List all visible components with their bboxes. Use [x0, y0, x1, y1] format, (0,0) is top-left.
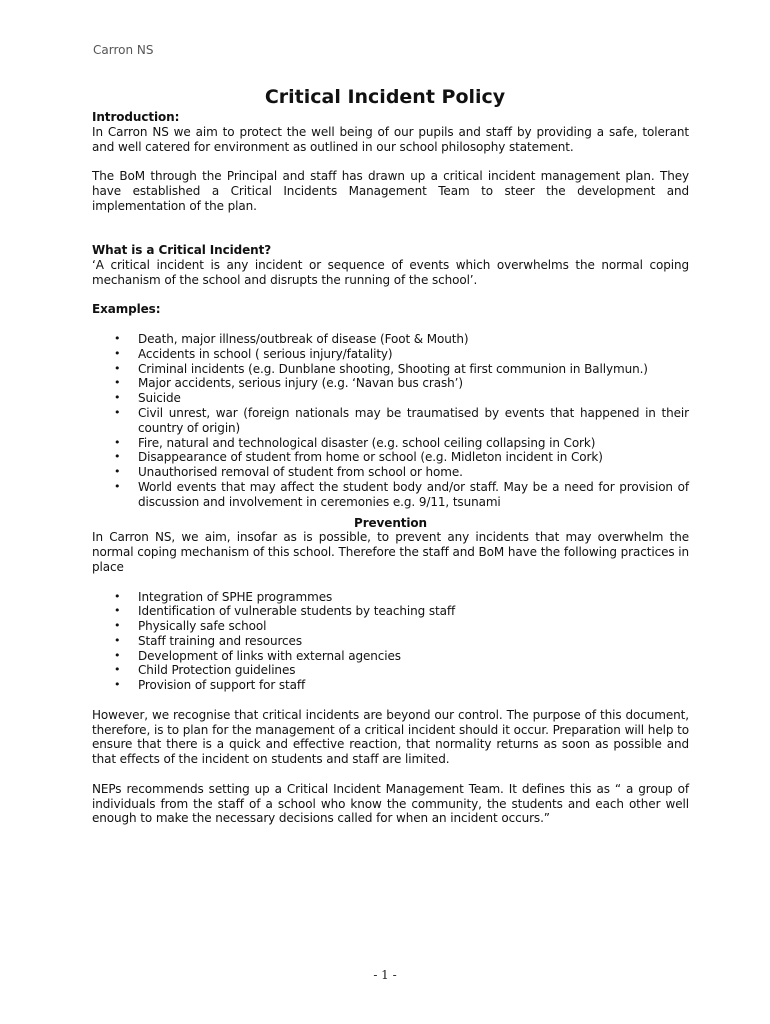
list-item: • Civil unrest, war (foreign nationals may be traumatised by events that happened in their country of origin) [92, 406, 689, 436]
list-item: • World events that may affect the student body and/or staff. May be a need for provision of discussion and involvement in ceremonies e.g. 9/11, tsunami [92, 480, 689, 510]
prevention-paragraph-3: NEPs recommends setting up a Critical Incident Management Team. It defines this as “ a group of individuals from the staff of a school who know the community, the students and each other well enough to make the necessary decisions called for when an incident occurs.” [92, 781, 689, 826]
page-title: Critical Incident Policy [264, 86, 506, 108]
list-item: • Development of links with external agencies [92, 649, 689, 664]
examples-list [92, 332, 689, 510]
intro-heading: Introduction: [92, 110, 180, 124]
page-header: Carron NS [93, 43, 154, 57]
list-item: • Unauthorised removal of student from school or home. [92, 465, 689, 480]
list-item: • Identification of vulnerable students by teaching staff [92, 604, 689, 619]
list-item: • Major accidents, serious injury (e.g. ‘Navan bus crash’) [92, 376, 689, 391]
page-number: - 1 - [373, 968, 397, 982]
prevention-list [92, 590, 689, 694]
what-paragraph: ‘A critical incident is any incident or sequence of events which overwhelms the normal coping mechanism of the school and disrupts the running of the school’. [92, 257, 689, 287]
examples-heading: Examples: [92, 302, 161, 317]
list-item: • Fire, natural and technological disaster (e.g. school ceiling collapsing in Cork) [92, 436, 689, 451]
list-item: • Staff training and resources [92, 634, 689, 649]
document-body [92, 110, 689, 826]
list-item: • Physically safe school [92, 619, 689, 634]
list-item: • Criminal incidents (e.g. Dunblane shooting, Shooting at first communion in Ballymun.) [92, 362, 689, 377]
prevention-paragraph: In Carron NS, we aim, insofar as is possible, to prevent any incidents that may overwhelm the normal coping mechanism of this school. Therefore the staff and BoM have the following practices in place [92, 530, 689, 574]
prevention-paragraph-2: However, we recognise that critical incidents are beyond our control. The purpose of this document, therefore, is to plan for the management of a critical incident should it occur. Preparation will help to ensure that there is a quick and effective reaction, that normality returns as soon as possible and that effects of the incident on students and staff are limited. [92, 707, 689, 767]
intro-paragraph-1: In Carron NS we aim to protect the well being of our pupils and staff by providing a safe, tolerant and well catered for environment as outlined in our school philosophy statement. [92, 124, 689, 154]
list-item: • Disappearance of student from home or school (e.g. Midleton incident in Cork) [92, 450, 689, 465]
intro-paragraph-2: The BoM through the Principal and staff has drawn up a critical incident management plan. They have established a Critical Incidents Management Team to steer the development and implementation of the plan. [92, 169, 689, 213]
list-item: • Integration of SPHE programmes [92, 590, 689, 605]
prevention-heading: Prevention [354, 515, 427, 530]
list-item: • Provision of support for staff [92, 678, 689, 693]
what-heading: What is a Critical Incident? [92, 243, 272, 258]
list-item: • Suicide [92, 391, 689, 406]
list-item: • Child Protection guidelines [92, 663, 689, 678]
list-item: • Accidents in school ( serious injury/fatality) [92, 347, 689, 362]
list-item: • Death, major illness/outbreak of disease (Foot & Mouth) [92, 332, 689, 347]
